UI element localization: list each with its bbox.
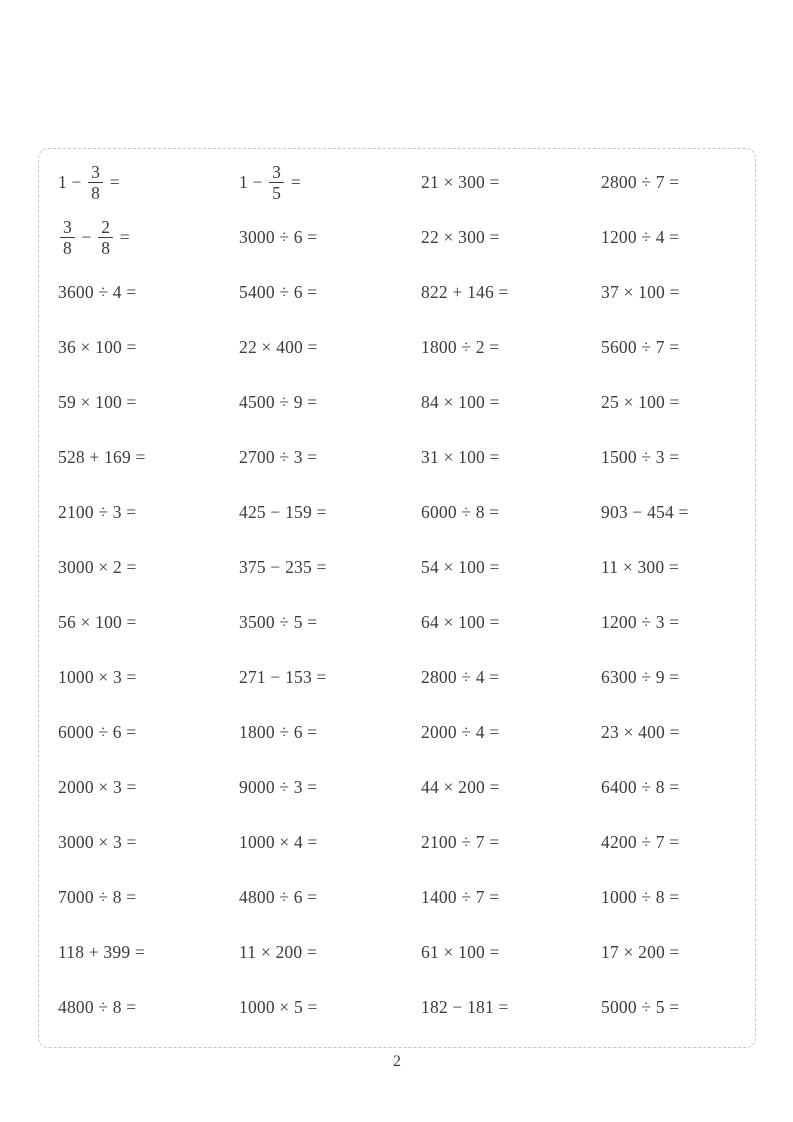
math-problem-r9-c1 (58, 595, 239, 650)
math-problem-r2-c1 (58, 210, 239, 265)
fraction-numerator: 3 (63, 216, 72, 237)
expression-text: 3000 ÷ 6 = (239, 227, 318, 247)
math-problem-r10-c2 (239, 650, 421, 705)
math-problem-r11-c2 (239, 705, 421, 760)
fraction-denominator: 8 (98, 237, 113, 257)
math-problem-r15-c2 (239, 925, 421, 980)
math-problem-r11-c1 (58, 705, 239, 760)
math-problem-r8-c1 (58, 540, 239, 595)
math-problem-r12-c2 (239, 760, 421, 815)
math-problem-r13-c3 (421, 815, 601, 870)
expression-text: 4800 ÷ 8 = (58, 997, 137, 1017)
expression-text: 2800 ÷ 4 = (421, 667, 500, 687)
expression-text: 182 − 181 = (421, 997, 509, 1017)
expression-text: = (115, 227, 130, 247)
math-problem-r1-c3 (421, 155, 601, 210)
expression-text: 3000 × 3 = (58, 832, 137, 852)
fraction (98, 218, 113, 258)
expression-text: 54 × 100 = (421, 557, 500, 577)
math-problem-r13-c4 (601, 815, 755, 870)
math-problem-r9-c3 (421, 595, 601, 650)
math-problem-r12-c4 (601, 760, 755, 815)
math-problem-r1-c4 (601, 155, 755, 210)
math-problem-r8-c2 (239, 540, 421, 595)
expression-text: − (76, 227, 97, 247)
expression-text: 1000 × 3 = (58, 667, 137, 687)
fraction-denominator: 5 (269, 182, 284, 202)
expression-text: 271 − 153 = (239, 667, 327, 687)
expression-text: 1000 × 4 = (239, 832, 318, 852)
expression-text: 9000 ÷ 3 = (239, 777, 318, 797)
expression-text: 6400 ÷ 8 = (601, 777, 680, 797)
expression-text: 2000 × 3 = (58, 777, 137, 797)
math-problem-r6-c4 (601, 430, 755, 485)
math-problem-r4-c1 (58, 320, 239, 375)
math-problem-r4-c2 (239, 320, 421, 375)
page-number: 2 (393, 1053, 401, 1070)
expression-text: 3500 ÷ 5 = (239, 612, 318, 632)
expression-text: 1400 ÷ 7 = (421, 887, 500, 907)
math-problem-r5-c4 (601, 375, 755, 430)
expression-text: 6000 ÷ 8 = (421, 502, 500, 522)
expression-text: 11 × 300 = (601, 557, 679, 577)
math-problem-r12-c3 (421, 760, 601, 815)
math-problem-r2-c4 (601, 210, 755, 265)
math-problem-r1-c1 (58, 155, 239, 210)
expression-text: 21 × 300 = (421, 172, 500, 192)
math-problem-r11-c3 (421, 705, 601, 760)
fraction-denominator: 8 (88, 182, 103, 202)
math-problem-r7-c1 (58, 485, 239, 540)
math-problem-r4-c3 (421, 320, 601, 375)
fraction (88, 163, 103, 203)
expression-text: 425 − 159 = (239, 502, 327, 522)
expression-text: 1 − (239, 172, 268, 192)
expression-text: 2800 ÷ 7 = (601, 172, 680, 192)
expression-text: 61 × 100 = (421, 942, 500, 962)
math-problem-r10-c4 (601, 650, 755, 705)
math-problem-r16-c3 (421, 980, 601, 1035)
expression-text: 36 × 100 = (58, 337, 137, 357)
fraction (269, 163, 284, 203)
math-problem-r7-c4 (601, 485, 755, 540)
math-problem-r14-c1 (58, 870, 239, 925)
expression-text: = (105, 172, 120, 192)
expression-text: = (286, 172, 301, 192)
expression-text: 1000 ÷ 8 = (601, 887, 680, 907)
math-problem-r12-c1 (58, 760, 239, 815)
expression-text: 2000 ÷ 4 = (421, 722, 500, 742)
expression-text: 37 × 100 = (601, 282, 680, 302)
fraction-numerator: 3 (272, 161, 282, 182)
math-problem-r14-c2 (239, 870, 421, 925)
expression-text: 56 × 100 = (58, 612, 137, 632)
expression-text: 903 − 454 = (601, 502, 689, 522)
math-problem-r8-c3 (421, 540, 601, 595)
math-problem-r1-c2 (239, 155, 421, 210)
expression-text: 6300 ÷ 9 = (601, 667, 680, 687)
expression-text: 3000 × 2 = (58, 557, 137, 577)
math-problem-r5-c2 (239, 375, 421, 430)
math-problem-r15-c3 (421, 925, 601, 980)
expression-text: 22 × 400 = (239, 337, 318, 357)
math-problem-r9-c2 (239, 595, 421, 650)
expression-text: 5000 ÷ 5 = (601, 997, 680, 1017)
math-problem-r9-c4 (601, 595, 755, 650)
expression-text: 3600 ÷ 4 = (58, 282, 137, 302)
math-problem-r7-c2 (239, 485, 421, 540)
expression-text: 59 × 100 = (58, 392, 137, 412)
math-problem-r7-c3 (421, 485, 601, 540)
worksheet-border (38, 148, 756, 1048)
expression-text: 17 × 200 = (601, 942, 680, 962)
math-problem-r2-c2 (239, 210, 421, 265)
math-problem-r4-c4 (601, 320, 755, 375)
math-problem-r16-c4 (601, 980, 755, 1035)
fraction-numerator: 2 (101, 216, 111, 237)
math-problem-r16-c2 (239, 980, 421, 1035)
math-problem-r10-c1 (58, 650, 239, 705)
expression-text: 4800 ÷ 6 = (239, 887, 318, 907)
math-problem-r14-c3 (421, 870, 601, 925)
problems-grid (39, 149, 755, 1047)
math-problem-r3-c4 (601, 265, 755, 320)
expression-text: 4500 ÷ 9 = (239, 392, 318, 412)
expression-text: 64 × 100 = (421, 612, 500, 632)
expression-text: 5400 ÷ 6 = (239, 282, 318, 302)
expression-text: 11 × 200 = (239, 942, 317, 962)
expression-text: 375 − 235 = (239, 557, 327, 577)
expression-text: 1000 × 5 = (239, 997, 318, 1017)
math-problem-r2-c3 (421, 210, 601, 265)
expression-text: 44 × 200 = (421, 777, 500, 797)
math-problem-r13-c1 (58, 815, 239, 870)
math-problem-r8-c4 (601, 540, 755, 595)
expression-text: 1800 ÷ 6 = (239, 722, 318, 742)
math-problem-r6-c3 (421, 430, 601, 485)
fraction-denominator: 8 (60, 237, 75, 257)
expression-text: 25 × 100 = (601, 392, 680, 412)
math-problem-r5-c3 (421, 375, 601, 430)
fraction-numerator: 3 (91, 161, 101, 182)
expression-text: 22 × 300 = (421, 227, 500, 247)
math-problem-r15-c4 (601, 925, 755, 980)
expression-text: 7000 ÷ 8 = (58, 887, 137, 907)
math-problem-r5-c1 (58, 375, 239, 430)
math-problem-r3-c3 (421, 265, 601, 320)
math-problem-r6-c2 (239, 430, 421, 485)
expression-text: 1 − (58, 172, 87, 192)
expression-text: 1800 ÷ 2 = (421, 337, 500, 357)
expression-text: 84 × 100 = (421, 392, 500, 412)
expression-text: 4200 ÷ 7 = (601, 832, 680, 852)
expression-text: 1500 ÷ 3 = (601, 447, 680, 467)
expression-text: 1200 ÷ 3 = (601, 612, 680, 632)
math-problem-r6-c1 (58, 430, 239, 485)
math-problem-r14-c4 (601, 870, 755, 925)
expression-text: 528 + 169 = (58, 447, 146, 467)
expression-text: 2100 ÷ 7 = (421, 832, 500, 852)
math-problem-r11-c4 (601, 705, 755, 760)
math-problem-r13-c2 (239, 815, 421, 870)
math-problem-r3-c2 (239, 265, 421, 320)
expression-text: 822 + 146 = (421, 282, 509, 302)
math-problem-r15-c1 (58, 925, 239, 980)
math-problem-r10-c3 (421, 650, 601, 705)
expression-text: 118 + 399 = (58, 942, 145, 962)
fraction (60, 218, 75, 258)
expression-text: 31 × 100 = (421, 447, 500, 467)
expression-text: 2700 ÷ 3 = (239, 447, 318, 467)
expression-text: 2100 ÷ 3 = (58, 502, 137, 522)
expression-text: 5600 ÷ 7 = (601, 337, 680, 357)
expression-text: 1200 ÷ 4 = (601, 227, 680, 247)
expression-text: 6000 ÷ 6 = (58, 722, 137, 742)
math-problem-r3-c1 (58, 265, 239, 320)
expression-text: 23 × 400 = (601, 722, 680, 742)
math-problem-r16-c1 (58, 980, 239, 1035)
